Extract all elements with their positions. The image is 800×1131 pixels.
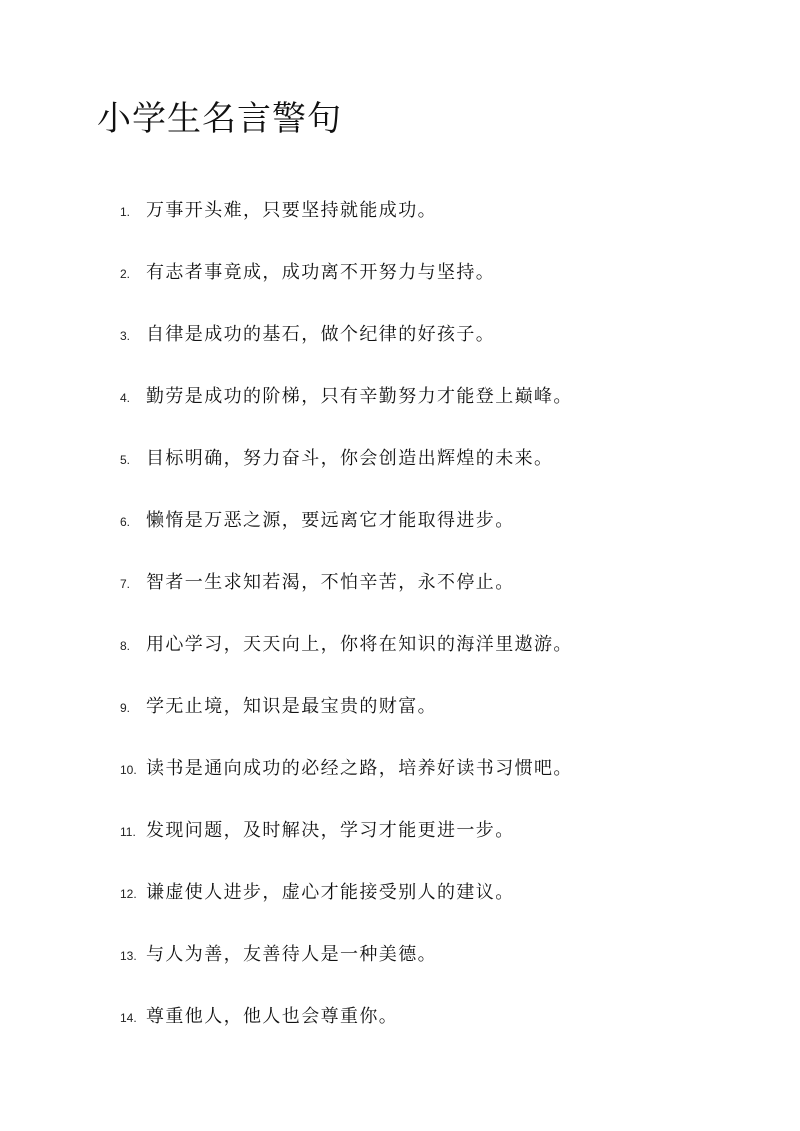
list-item (120, 444, 553, 470)
item-number: 10. (120, 763, 137, 777)
item-text: 用心学习，天天向上，你将在知识的海洋里遨游。 (146, 634, 573, 655)
list-item (120, 692, 437, 718)
item-text: 有志者事竟成，成功离不开努力与坚持。 (146, 262, 496, 283)
page-title: 小学生名言警句 (97, 99, 342, 139)
list-item (120, 196, 437, 222)
item-text: 尊重他人，他人也会尊重你。 (146, 1006, 399, 1027)
item-number: 1. (120, 205, 131, 219)
item-number: 8. (120, 639, 131, 653)
item-number: 7. (120, 577, 131, 591)
list-item (120, 568, 515, 594)
item-number: 9. (120, 701, 131, 715)
item-text: 发现问题，及时解决，学习才能更进一步。 (146, 820, 515, 841)
item-number: 5. (120, 453, 131, 467)
item-number: 12. (120, 887, 137, 901)
list-item (120, 258, 495, 284)
item-number: 3. (120, 329, 131, 343)
item-text: 学无止境，知识是最宝贵的财富。 (146, 696, 437, 717)
list-item (120, 878, 515, 904)
list-item (120, 506, 515, 532)
item-text: 目标明确，努力奋斗，你会创造出辉煌的未来。 (146, 448, 554, 469)
list-item (120, 754, 573, 780)
list-item (120, 630, 573, 656)
item-number: 2. (120, 267, 131, 281)
item-number: 11. (120, 825, 136, 839)
list-item (120, 940, 437, 966)
item-text: 与人为善，友善待人是一种美德。 (146, 944, 437, 965)
item-number: 14. (120, 1011, 137, 1025)
item-number: 6. (120, 515, 131, 529)
list-item (120, 320, 495, 346)
item-number: 13. (120, 949, 137, 963)
item-number: 4. (120, 391, 131, 405)
item-text: 懒惰是万恶之源，要远离它才能取得进步。 (146, 510, 515, 531)
item-text: 万事开头难，只要坚持就能成功。 (146, 200, 437, 221)
item-text: 智者一生求知若渴，不怕辛苦，永不停止。 (146, 572, 515, 593)
list-item (120, 1002, 398, 1028)
item-text: 自律是成功的基石，做个纪律的好孩子。 (146, 324, 496, 345)
item-text: 勤劳是成功的阶梯，只有辛勤努力才能登上巅峰。 (146, 386, 573, 407)
item-text: 读书是通向成功的必经之路，培养好读书习惯吧。 (146, 758, 573, 779)
item-text: 谦虚使人进步，虚心才能接受别人的建议。 (146, 882, 515, 903)
list-item (120, 816, 515, 842)
list-item (120, 382, 573, 408)
